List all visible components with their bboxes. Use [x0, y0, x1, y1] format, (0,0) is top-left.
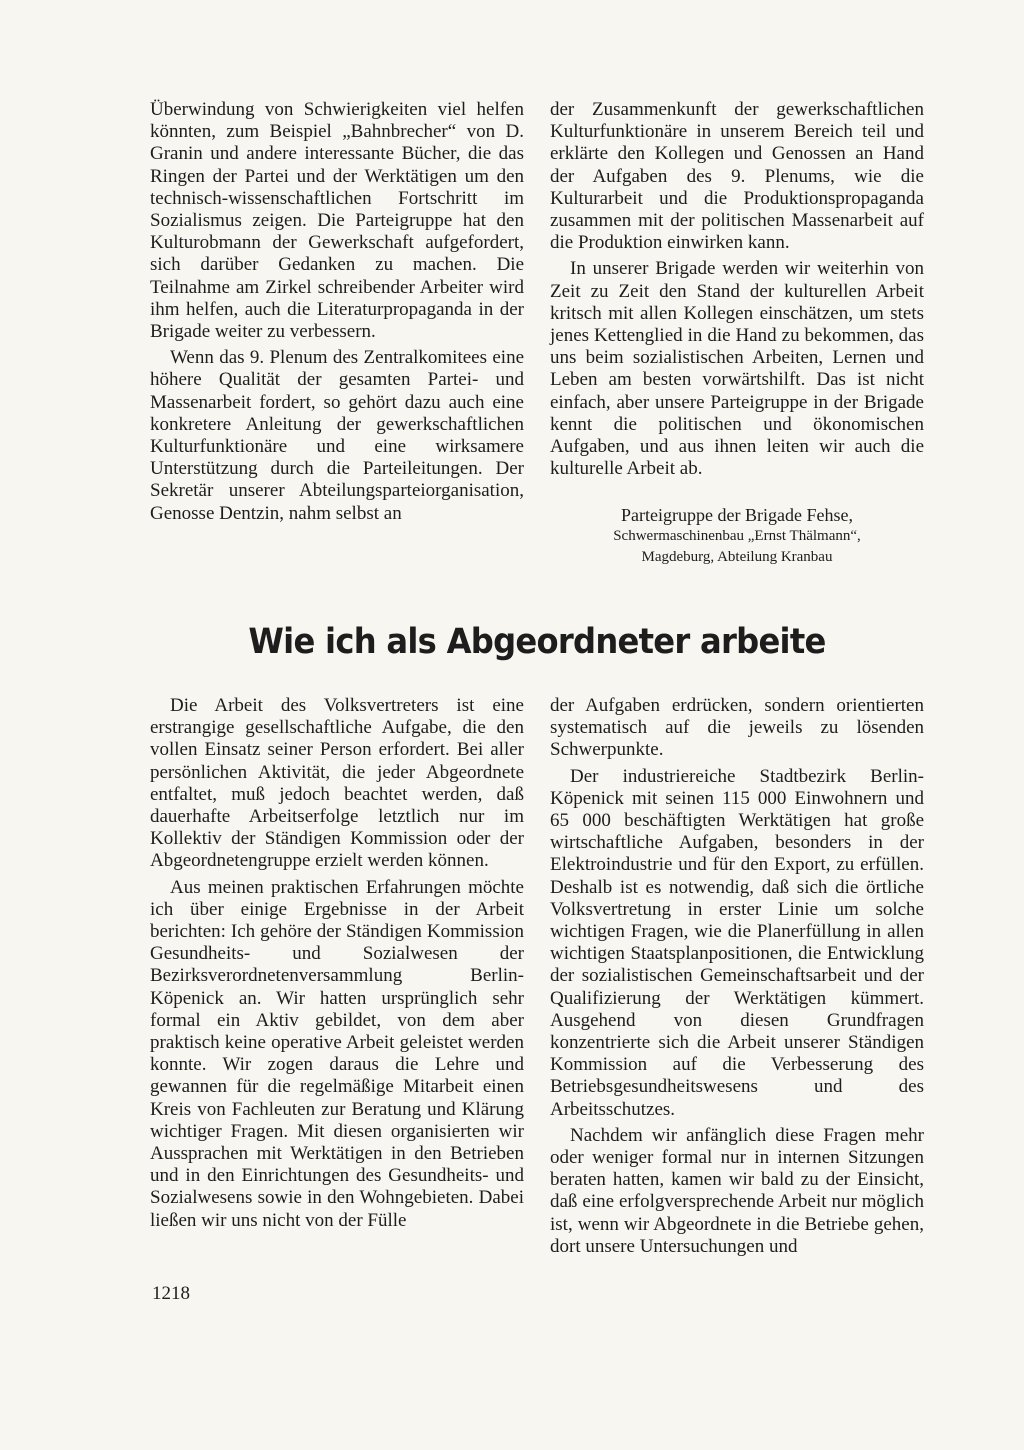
top-right-column — [550, 99, 924, 480]
signature-block — [550, 504, 924, 568]
paragraph: Überwindung von Schwierigkeiten viel helfen könnten, zum Beispiel „Bahnbrecher“ von D. Granin und andere interessante Bücher, die das Ringen der Partei und der Werktätigen um den technisch-wissenschaftlichen Fortschritt im Sozialismus zeigen. Die Parteigruppe hat den Kulturobmann der Gewerkschaft aufgefordert, sich darüber Gedanken zu machen. Die Teilnahme am Zirkel schreibender Arbeiter wird ihm helfen, auch die Literaturpropaganda in der Brigade weiter zu verbessern. — [150, 99, 524, 343]
paragraph: Wenn das 9. Plenum des Zentralkomitees eine höhere Qualität der gesamten Partei- und Massenarbeit fordert, so gehört dazu auch eine konkretere Anleitung der gewerkschaftlichen Kulturfunktionäre und eine wirksamere Unterstützung durch die Parteileitungen. Der Sekretär unserer Abteilungsparteiorganisation, Genosse Dentzin, nahm selbst an — [150, 347, 524, 524]
paragraph: Nachdem wir anfänglich diese Fragen mehr oder weniger formal nur in internen Sitzungen beraten hatten, kamen wir bald zu der Einsicht, daß eine erfolgversprechende Arbeit nur möglich ist, wenn wir Abgeordnete in die Betriebe gehen, dort unsere Untersuchungen und — [550, 1124, 924, 1257]
paragraph: der Aufgaben erdrücken, sondern orientierten systematisch auf die jeweils zu lösenden Schwerpunkte. — [550, 695, 924, 761]
signature-author: Parteigruppe der Brigade Fehse, — [621, 505, 853, 525]
article-heading: Wie ich als Abgeordneter arbeite — [248, 622, 826, 662]
paragraph: der Zusammenkunft der gewerkschaftlichen Kulturfunktionäre in unserem Bereich teil und erklärte den Kollegen und Genossen an Hand der Aufgaben des 9. Plenums, wie die Kulturarbeit und die Produktionspropaganda zusammen mit der politischen Massenarbeit auf die Produktion einwirken kann. — [550, 99, 924, 254]
signature-location: Magdeburg, Abteilung Kranbau — [641, 549, 833, 565]
bottom-left-column — [150, 695, 524, 1232]
page-number: 1218 — [152, 1283, 190, 1304]
paragraph: Die Arbeit des Volksvertreters ist eine erstrangige gesellschaftliche Aufgabe, die den vollen Einsatz seiner Person erfordert. Bei aller persönlichen Aktivität, die jeder Abgeordnete entfaltet, muß jedoch beachtet werden, daß dauerhafte Arbeitserfolge letztlich nur im Kollektiv der Ständigen Kommission oder der Abgeordnetengruppe erzielt werden können. — [150, 695, 524, 872]
top-left-column — [150, 99, 524, 525]
paragraph: Der industriereiche Stadtbezirk Berlin-Köpenick mit seinen 115 000 Einwohnern und 65 000 beschäftigten Werktätigen hat große wirtschaftliche Aufgaben, besonders in der Elektroindustrie und für den Export, zu erfüllen. Deshalb ist es notwendig, daß sich die örtliche Volksvertretung in erster Linie um solche wichtigen Fragen, wie die Planerfüllung in allen wichtigen Staatsplanpositionen, die Entwicklung der sozialistischen Gemeinschaftsarbeit und der Qualifizierung der Werktätigen kümmert. Ausgehend von diesen Grundfragen konzentrierte sich die Arbeit unserer Ständigen Kommission auf die Verbesserung des Betriebsgesundheitswesens und des Arbeitsschutzes. — [550, 765, 924, 1120]
paragraph: In unserer Brigade werden wir weiterhin von Zeit zu Zeit den Stand der kulturellen Arbeit kritsch mit allen Kollegen einschätzen, um stets jenes Kettenglied in die Hand zu bekommen, das uns beim sozialistischen Arbeiten, Lernen und Leben am besten vorwärtshilft. Das ist nicht einfach, aber unsere Parteigruppe in der Brigade kennt die politischen und ökonomischen Aufgaben, und aus ihnen leiten wir auch die kulturelle Arbeit ab. — [550, 258, 924, 480]
bottom-right-column — [550, 695, 924, 1258]
signature-workplace: Schwermaschinenbau „Ernst Thälmann“, — [613, 528, 861, 544]
paragraph: Aus meinen praktischen Erfahrungen möchte ich über einige Ergebnisse in der Arbeit berichten: Ich gehöre der Ständigen Kommission Gesundheits- und Sozialwesen der Bezirksverordnetenversammlung Berlin-Köpenick an. Wir hatten ursprünglich sehr formal ein Aktiv gebildet, von dem aber praktisch keine operative Arbeit geleistet werden konnte. Wir zogen daraus die Lehre und gewannen für die regelmäßige Mitarbeit einen Kreis von Fachleuten zur Beratung und Klärung wichtiger Fragen. Mit diesen organisierten wir Aussprachen mit Werktätigen in den Betrieben und in den Einrichtungen des Gesundheits- und Sozialwesens sowie in den Wohngebieten. Dabei ließen wir uns nicht von der Fülle — [150, 876, 524, 1231]
